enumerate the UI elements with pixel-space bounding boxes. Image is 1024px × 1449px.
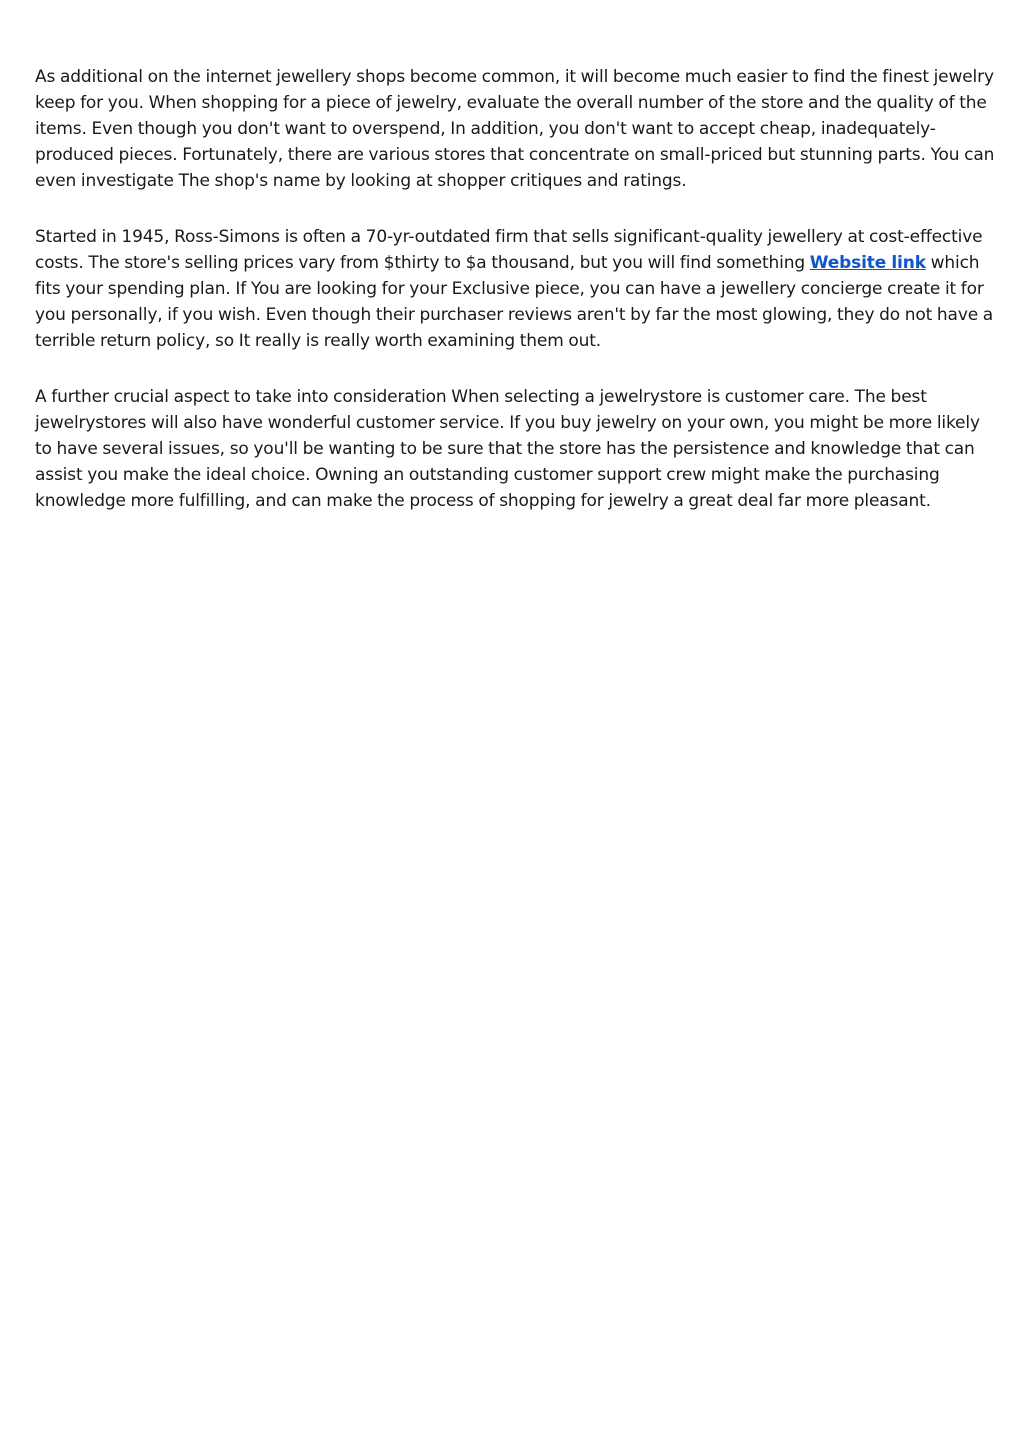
paragraph-1: As additional on the internet jewellery shops become common, it will become much easier to find the finest jewelry keep for you. When shopping for a piece of jewelry, evaluate the overall number of the store and the quality of the items. Even though you don't want to overspend, In addition, you don't want to accept cheap, inadequately-produced pieces. Fortunately, there are various stores that concentrate on small-priced but stunning parts. You can even investigate The shop's name by looking at shopper critiques and ratings.	[35, 67, 995, 191]
paragraph-3: A further crucial aspect to take into consideration When selecting a jewelrystore is customer care. The best jewelrystores will also have wonderful customer service. If you buy jewelry on your own, you might be more likely to have several issues, so you'll be wanting to be sure that the store has the persistence and knowledge that can assist you make the ideal choice. Owning an outstanding customer support crew might make the purchasing knowledge more fulfilling, and can make the process of shopping for jewelry a great deal far more pleasant.	[35, 387, 980, 511]
paragraph-2	[35, 224, 995, 354]
document-body	[35, 64, 995, 544]
website-link[interactable]: Website link	[809, 253, 926, 273]
paragraph-2-text-before: Started in 1945, Ross-Simons is often a 70-yr-outdated firm that sells significant-quality jewellery at cost-effective costs. The store's selling prices vary from $thirty to $a thousand, but you will find something	[35, 227, 983, 273]
paragraph-2-text-after: which fits your spending plan. If You are looking for your Exclusive piece, you can have a jewellery concierge create it for you personally, if you wish. Even though their purchaser reviews aren't by far the most glowing, they do not have a terrible return policy, so It really is really worth examining them out.	[35, 253, 994, 351]
